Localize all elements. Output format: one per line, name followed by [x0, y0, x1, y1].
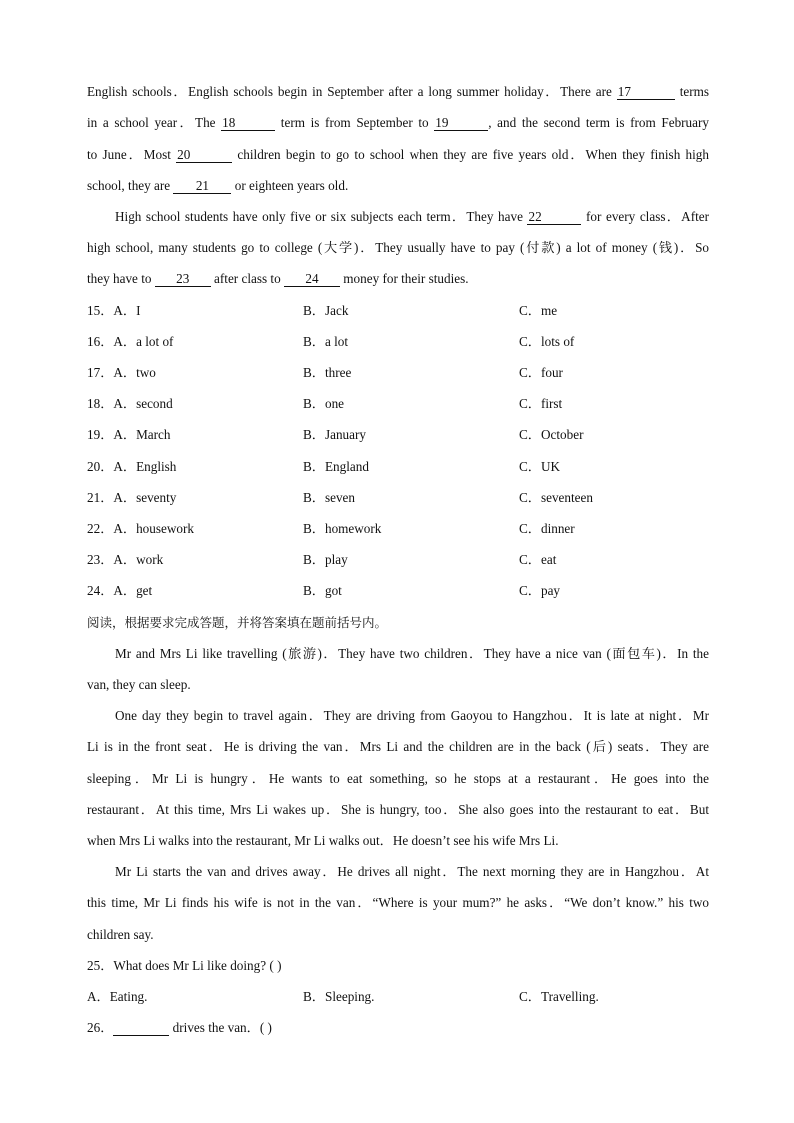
story-line-1: Mr and Mrs Li like travelling (旅游)．They have two children．They have a nice van (面包车)．In the — [115, 646, 709, 661]
passage-line-1: English schools．English schools begin in September after a long summer holiday．There are 17 terms — [87, 84, 709, 99]
option-17-a[interactable]: A．two — [113, 365, 156, 380]
blank-19[interactable]: 19 — [434, 116, 488, 131]
option-22-b[interactable]: B．homework — [303, 521, 382, 536]
blank-18[interactable]: 18 — [221, 116, 275, 131]
story-line-6: restaurant．At this time, Mrs Li wakes up．She is hungry, too．She also goes into the restaurant to eat．But — [87, 802, 709, 817]
passage-line-3: to June．Most 20 children begin to go to school when they are five years old．When they finish high — [87, 147, 709, 162]
blank-17[interactable]: 17 — [617, 85, 675, 100]
story-line-9: this time, Mr Li finds his wife is not in the van．“Where is your mum?” he asks．“We don’t know.” his two — [87, 895, 709, 910]
option-22-c[interactable]: C．dinner — [519, 521, 575, 536]
option-19-c[interactable]: C．October — [519, 427, 584, 442]
question-26-stem: 26． drives the van．( ) — [87, 1020, 272, 1035]
option-25-b[interactable]: B．Sleeping. — [303, 989, 375, 1004]
blank-23[interactable]: 23 — [155, 272, 211, 287]
option-15-a[interactable]: A．I — [113, 303, 141, 318]
story-line-4: Li is in the front seat．He is driving the van．Mrs Li and the children are in the back (后) seats．They are — [87, 739, 709, 754]
option-20-a[interactable]: A．English — [113, 459, 177, 474]
blank-21[interactable]: 21 — [173, 179, 231, 194]
option-21-a[interactable]: A．seventy — [113, 490, 177, 505]
passage-line-2: in a school year．The 18 term is from September to 19 , and the second term is from February — [87, 115, 709, 130]
option-21-c[interactable]: C．seventeen — [519, 490, 593, 505]
passage-line-5: High school students have only five or six subjects each term．They have 22 for every class．After — [115, 209, 709, 224]
blank-26[interactable] — [113, 1021, 169, 1036]
passage-line-7: they have to 23 after class to 24 money for their studies. — [87, 271, 469, 286]
option-18-a[interactable]: A．second — [113, 396, 173, 411]
option-20-c[interactable]: C．UK — [519, 459, 561, 474]
story-line-2: van, they can sleep. — [87, 677, 191, 692]
option-17-b[interactable]: B．three — [303, 365, 352, 380]
blank-20[interactable]: 20 — [176, 148, 232, 163]
story-line-10: children say. — [87, 927, 154, 942]
passage-line-4: school, they are 21 or eighteen years old. — [87, 178, 349, 193]
option-16-b[interactable]: B．a lot — [303, 334, 349, 349]
option-15-c[interactable]: C．me — [519, 303, 558, 318]
blank-22[interactable]: 22 — [527, 210, 581, 225]
document-page: English schools．English schools begin in September after a long summer holiday．There are 17 terms in a school year．The 18 term is from September to 19 , and the second term is from February to June．Most 20 children begin to go to school when they are five years old．When they finish high school, they are 21 or eighteen years old. High school students have only five or six subjects each term．They have 22 for every class．After high school, many students go to college (大学)．They usually have to pay (付款) a lot of money (钱)．So they have to 23 after class to 24 money for their studies. 15．A．I B．Jack C．me 16．A．a lot of B．a lot C．lots of 17．A．two B．three C．four 18．A．second B．one C．first 19．A．March B．January C．October 20．A．English B．England C．UK 21．A．seventy B．seven C．seventeen 22．A．housework B．homework C．dinner 23．A．work B．play C．eat 24．A．get B．got C．pay 阅读，根据要求完成答题，并将答案填在题前括号内。 Mr and Mrs Li like travelling (旅游)．They have two children．They have a nice van (面包车)．In the van, they can sleep. One day they begin to travel again．They are driving from Gaoyou to Hangzhou．It is late at night．Mr Li is in the front seat．He is driving the van．Mrs Li and the children are in the back (后) seats．They are sleeping．Mr Li is hungry．He wants to eat something, so he stops at a restaurant．He goes into the restaurant．At this time, Mrs Li wakes up．She is hungry, too．She also goes into the restaurant to eat．But when Mrs Li walks into the restaurant, Mr Li walks out．He doesn’t see his wife Mrs Li. Mr Li starts the van and drives away．He drives all night．The next morning they are in Hangzhou．At this time, Mr Li finds his wife is not in the van．“Where is your mum?” he asks．“We don’t know.” his two children say. 25．What does Mr Li like doing? ( ) A．Eating. B．Sleeping. C．Travelling. 26． drives the van．( ) — [87, 84, 709, 1035]
option-23-c[interactable]: C．eat — [519, 552, 557, 567]
option-24-a[interactable]: A．get — [113, 583, 153, 598]
option-23-b[interactable]: B．play — [303, 552, 348, 567]
option-23-a[interactable]: A．work — [113, 552, 164, 567]
option-25-a[interactable]: A．Eating. — [87, 989, 148, 1004]
blank-24[interactable]: 24 — [284, 272, 340, 287]
option-24-c[interactable]: C．pay — [519, 583, 561, 598]
story-line-3: One day they begin to travel again．They are driving from Gaoyou to Hangzhou．It is late at night．Mr — [115, 708, 709, 723]
option-16-a[interactable]: A．a lot of — [113, 334, 174, 349]
option-16-c[interactable]: C．lots of — [519, 334, 575, 349]
passage-line-6: high school, many students go to college (大学)．They usually have to pay (付款) a lot of money (钱)．So — [87, 240, 709, 255]
section-instruction: 阅读，根据要求完成答题，并将答案填在题前括号内。 — [87, 615, 388, 630]
option-24-b[interactable]: B．got — [303, 583, 342, 598]
question-25-stem: 25．What does Mr Li like doing? ( ) — [87, 958, 282, 973]
option-21-b[interactable]: B．seven — [303, 490, 356, 505]
option-19-a[interactable]: A．March — [113, 427, 171, 442]
option-15-b[interactable]: B．Jack — [303, 303, 349, 318]
option-19-b[interactable]: B．January — [303, 427, 366, 442]
story-line-5: sleeping．Mr Li is hungry．He wants to eat something, so he stops at a restaurant．He goes into the — [87, 771, 709, 786]
story-line-8: Mr Li starts the van and drives away．He drives all night．The next morning they are in Hangzhou．At — [115, 864, 709, 879]
option-20-b[interactable]: B．England — [303, 459, 369, 474]
option-17-c[interactable]: C．four — [519, 365, 563, 380]
option-18-c[interactable]: C．first — [519, 396, 563, 411]
story-line-7: when Mrs Li walks into the restaurant, Mr Li walks out．He doesn’t see his wife Mrs Li. — [87, 833, 559, 848]
option-25-c[interactable]: C．Travelling. — [519, 989, 599, 1004]
option-22-a[interactable]: A．housework — [113, 521, 194, 536]
option-18-b[interactable]: B．one — [303, 396, 345, 411]
